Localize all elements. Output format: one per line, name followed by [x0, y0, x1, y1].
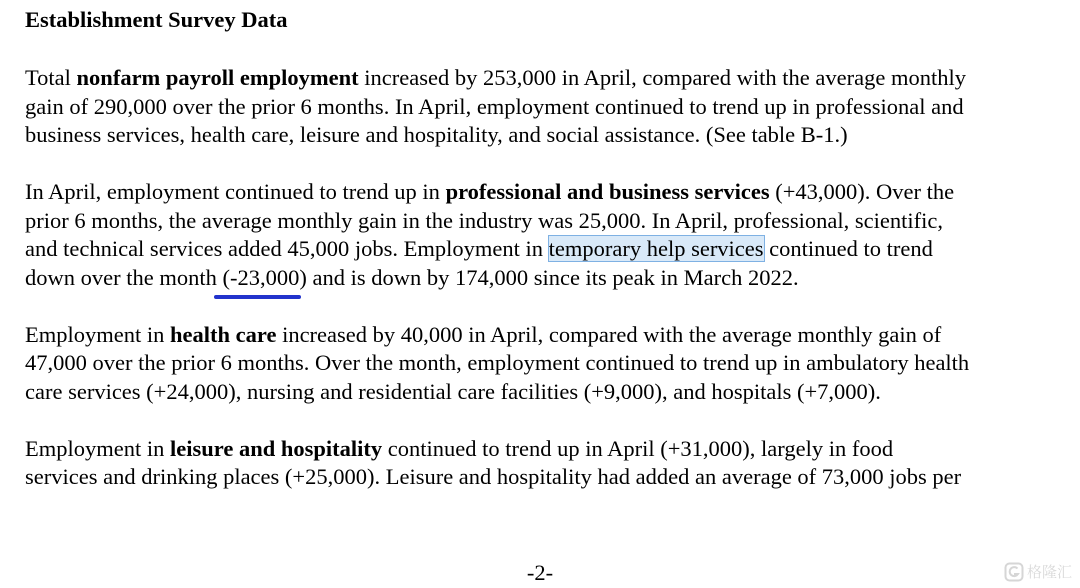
text-line: down over the month (-23,000) and is down by 174,000 since its peak in March 2022. — [25, 264, 1075, 293]
underlined-annotation: (-23,000) — [222, 264, 306, 293]
text-line: Employment in health care increased by 40,000 in April, compared with the average monthly gain of — [25, 321, 942, 347]
paragraph-leisure-hospitality — [25, 435, 1075, 492]
paragraph-professional-business — [25, 178, 1075, 292]
text-line: 47,000 over the prior 6 months. Over the month, employment continued to trend up in ambulatory health — [25, 350, 970, 375]
gelonghui-logo-icon — [1004, 562, 1024, 582]
text-line: services and drinking places (+25,000). Leisure and hospitality had added an average of 73,000 jobs per — [25, 464, 962, 489]
watermark — [1004, 561, 1072, 582]
text-line: gain of 290,000 over the prior 6 months. In April, employment continued to trend up in professional and — [25, 93, 964, 119]
watermark-text: 格隆汇 — [1026, 563, 1072, 581]
bold-term: leisure and hospitality — [170, 435, 383, 461]
text-line: In April, employment continued to trend up in professional and business services (+43,000). Over the — [25, 179, 955, 204]
text-line: business services, health care, leisure and hospitality, and social assistance. (See table B-1.) — [25, 122, 848, 147]
highlighted-text[interactable]: temporary help services — [548, 236, 764, 261]
text-line: care services (+24,000), nursing and residential care facilities (+9,000), and hospitals (+7,000). — [25, 378, 881, 404]
text-line: Total nonfarm payroll employment increased by 253,000 in April, compared with the average monthly — [25, 65, 966, 90]
document-page — [25, 6, 1075, 492]
section-heading: Establishment Survey Data — [25, 7, 288, 32]
text-line: and technical services added 45,000 jobs. Employment in temporary help services continued to trend — [25, 236, 933, 261]
bold-term: health care — [170, 321, 277, 347]
bold-term: professional and business services — [445, 179, 770, 204]
paragraph-nonfarm-payroll — [25, 64, 1075, 150]
text-line: prior 6 months, the average monthly gain in the industry was 25,000. In April, professional, scientific, — [25, 207, 943, 233]
bold-term: nonfarm payroll employment — [76, 65, 359, 90]
text-line: Employment in leisure and hospitality continued to trend up in April (+31,000), largely in food — [25, 435, 894, 461]
paragraph-health-care — [25, 321, 1075, 407]
page-number: -2- — [526, 560, 554, 585]
